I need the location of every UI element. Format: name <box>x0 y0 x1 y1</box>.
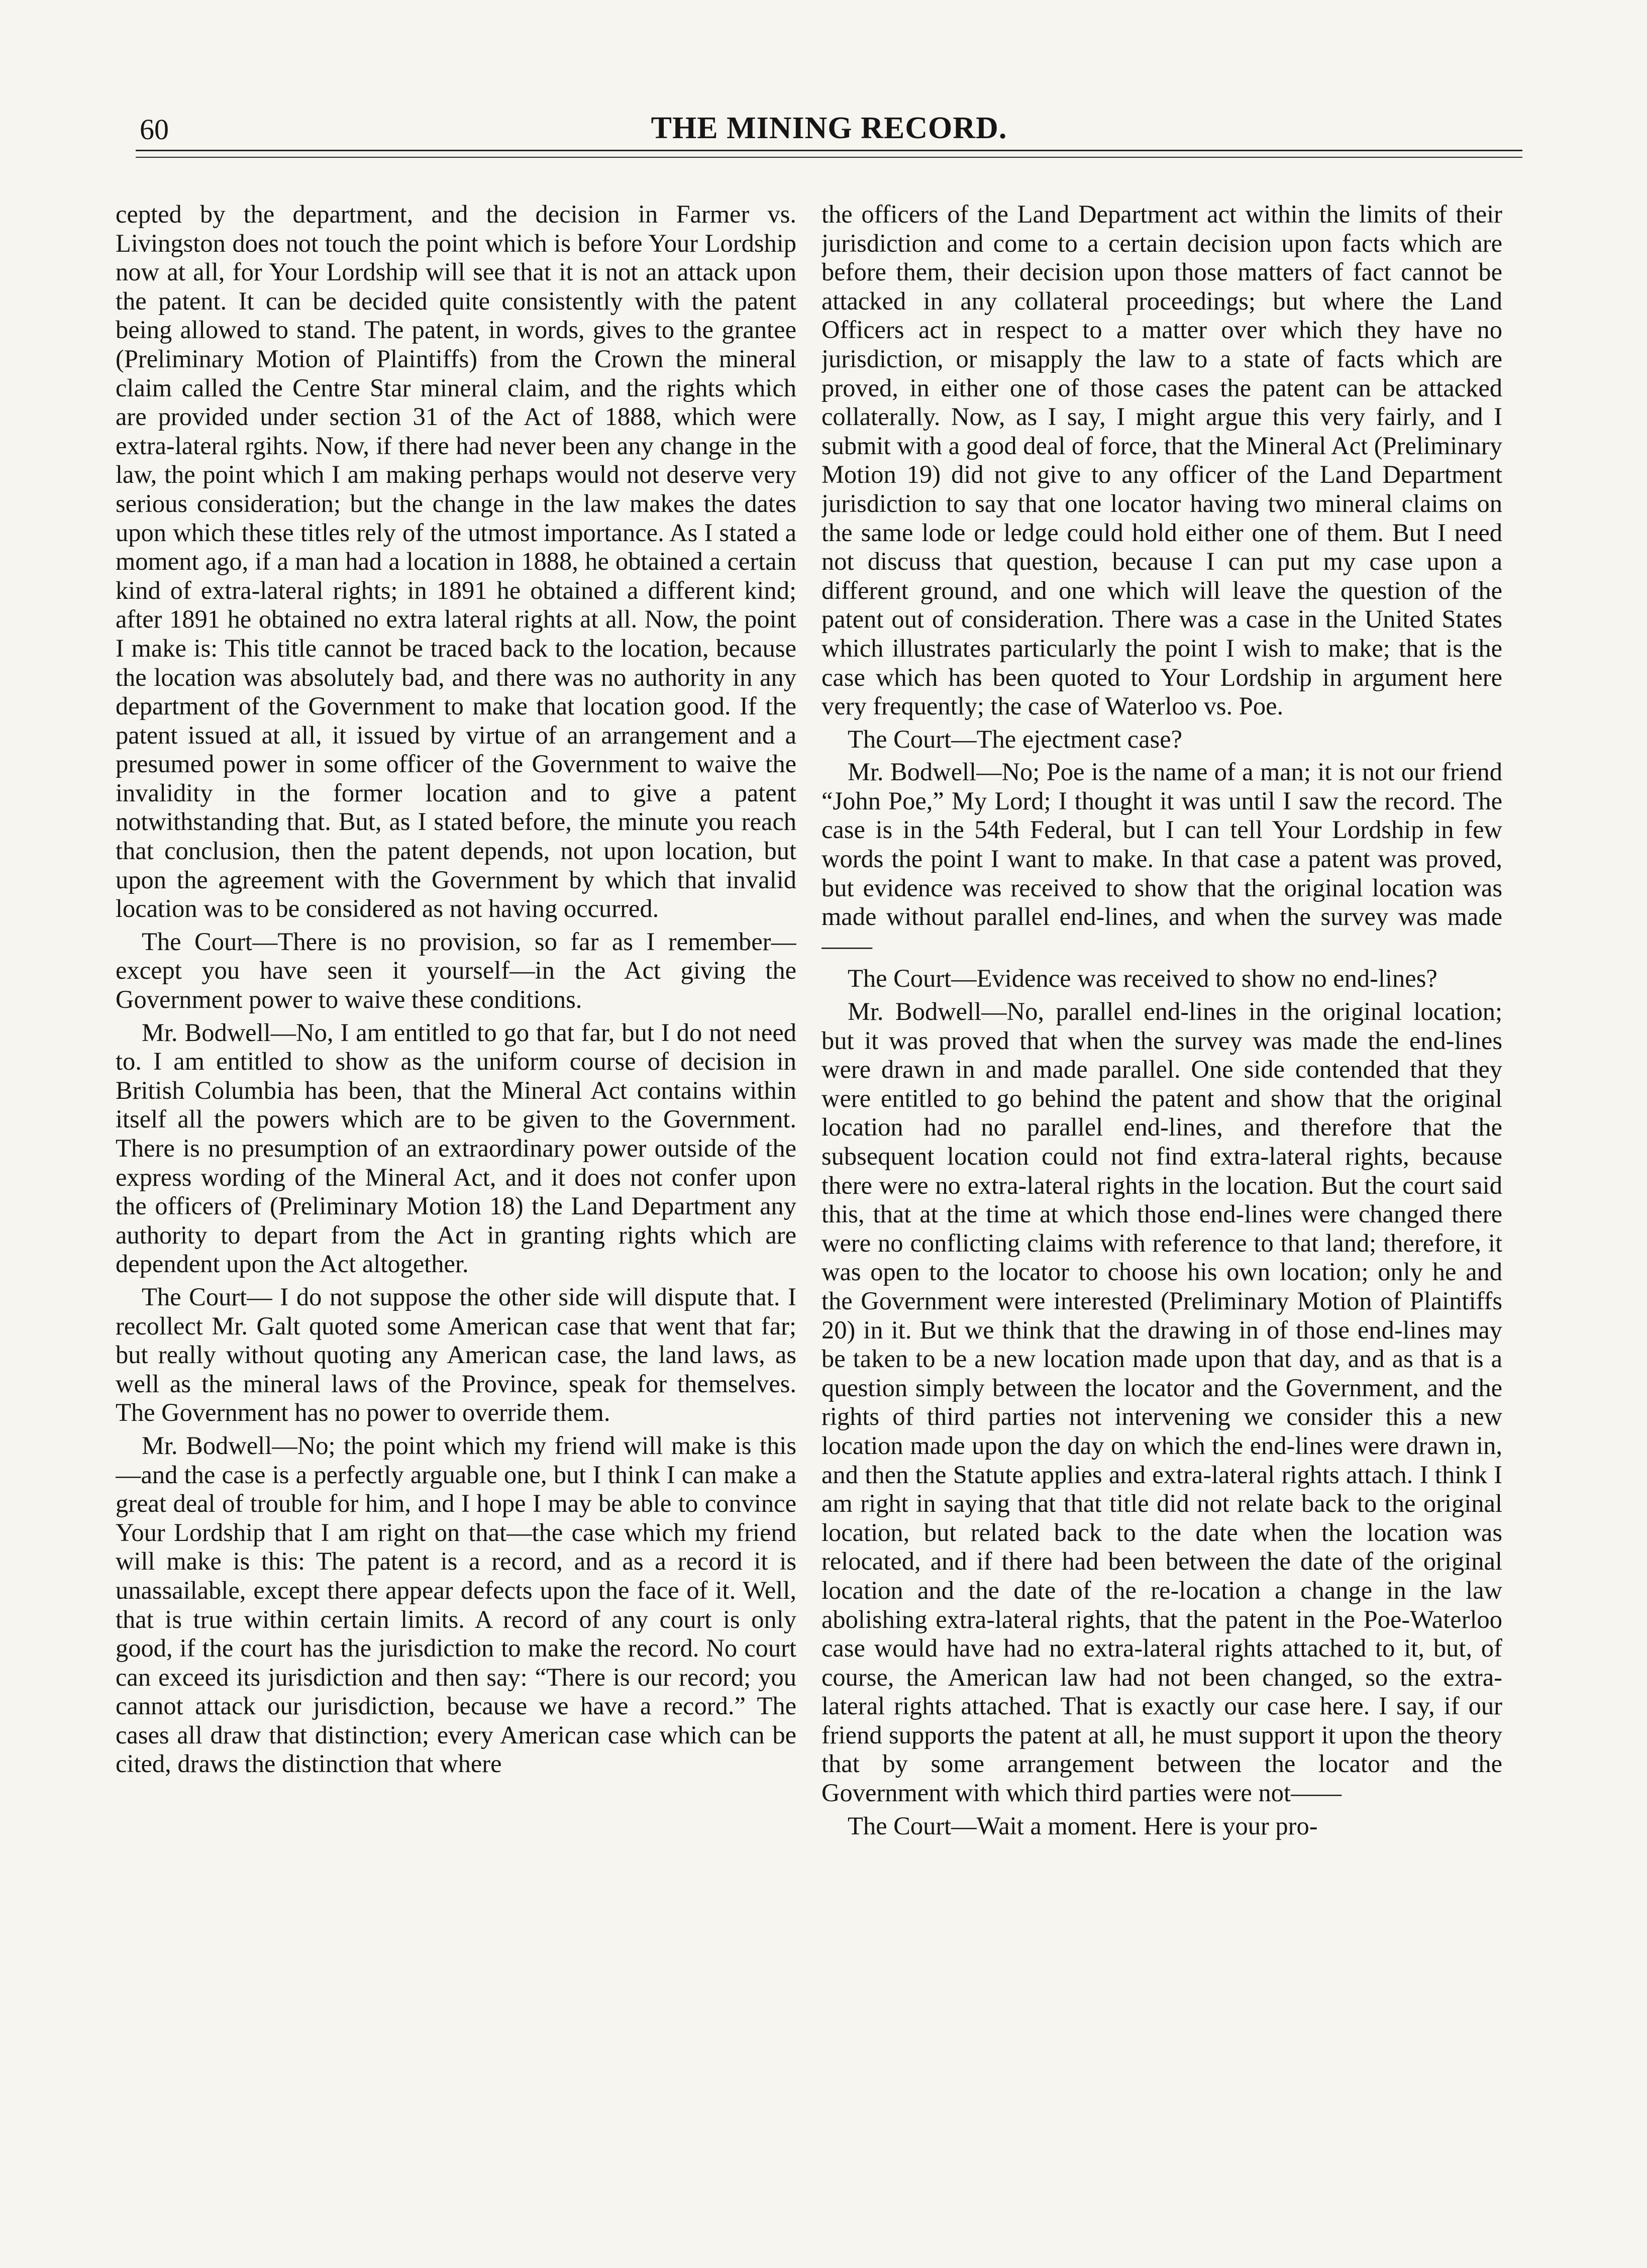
journal-title: THE MINING RECORD. <box>651 111 1007 145</box>
paragraph: Mr. Bodwell—No; the point which my friend will make is this—and the case is a perfectly arguable one, but I think I can make a great deal of trouble for him, and I hope I may be able to convince Your Lordship that I am right on that—the case which my friend will make is this: The patent is a record, and as a record it is unassailable, except there appear defects upon the face of it. Well, that is true within certain limits. A record of any court is only good, if the court has the jurisdiction to make the record. No court can exceed its jurisdiction and then say: “There is our record; you cannot attack our jurisdiction, because we have a record.” The cases all draw that distinction; every American case which can be cited, draws the distinction that where <box>116 1431 796 1778</box>
paragraph: Mr. Bodwell—No, I am entitled to go that far, but I do not need to. I am entitled to show as the uniform course of decision in British Columbia has been, that the Mineral Act contains within itself all the powers which are to be given to the Government. There is no presumption of an extraordinary power outside of the express wording of the Mineral Act, and it does not confer upon the officers of (Preliminary Motion 18) the Land Department any authority to depart from the Act in granting rights which are dependent upon the Act altogether. <box>116 1018 796 1278</box>
paragraph: Mr. Bodwell—No; Poe is the name of a man; it is not our friend “John Poe,” My Lord; I thought it was until I saw the record. The case is in the 54th Federal, but I can tell Your Lordship in few words the point I want to make. In that case a patent was proved, but evidence was received to show that the original location was made without parallel end-lines, and when the survey was made—— <box>821 758 1502 960</box>
page-number: 60 <box>140 113 169 146</box>
paragraph: Mr. Bodwell—No, parallel end-lines in the original location; but it was proved that when the survey was made the end-lines were drawn in and made parallel. One side contended that they were entitled to go behind the patent and show that the original location had no parallel end-lines, and therefore that the subsequent location could not find extra-lateral rights, because there were no extra-lateral rights in the location. But the court said this, that at the time at which those end-lines were changed there were no conflicting claims with reference to that land; therefore, it was open to the locator to choose his own location; only he and the Government were interested (Preliminary Motion of Plaintiffs 20) in it. But we think that the drawing in of those end-lines may be taken to be a new location made upon that day, and as that is a question simply between the locator and the Government, and the rights of third parties not intervening we consider this a new location made upon the day on which the end-lines were drawn in, and then the Statute applies and extra-lateral rights attach. I think I am right in saying that that title did not relate back to the original location, but related back to the date when the location was relocated, and if there had been between the date of the original location and the date of the re-location a change in the law abolishing extra-lateral rights, that the patent in the Poe-Waterloo case would have had no extra-lateral rights attached to it, but, of course, the American law had not been changed, so the extra-lateral rights attached. That is exactly our case here. I say, if our friend supports the patent at all, he must support it upon the theory that by some arrangement between the locator and the Government with which third parties were not—— <box>821 997 1502 1807</box>
page-header <box>136 100 1522 161</box>
header-rule-top <box>136 150 1522 151</box>
right-column <box>821 200 1502 2250</box>
paragraph: the officers of the Land Department act within the limits of their jurisdiction and come to a certain decision upon facts which are before them, their decision upon those matters of fact cannot be attacked in any collateral proceedings; but where the Land Officers act in respect to a matter over which they have no jurisdiction, or misapply the law to a state of facts which are proved, in either one of those cases the patent can be attacked collaterally. Now, as I say, I might argue this very fairly, and I submit with a good deal of force, that the Mineral Act (Preliminary Motion 19) did not give to any officer of the Land Department jurisdiction to say that one locator having two mineral claims on the same lode or ledge could hold either one of them. But I need not discuss that question, because I can put my case upon a different ground, and one which will leave the question of the patent out of consideration. There was a case in the United States which illustrates particularly the point I wish to make; that is the case which has been quoted to Your Lordship in argument here very frequently; the case of Waterloo vs. Poe. <box>821 200 1502 720</box>
paragraph: The Court—There is no provision, so far as I remember—except you have seen it yourself—in the Act giving the Government power to waive these conditions. <box>116 927 796 1014</box>
paragraph: The Court—Wait a moment. Here is your pro- <box>848 1811 1318 1840</box>
paragraph: The Court—The ejectment case? <box>848 725 1183 753</box>
paragraph: cepted by the department, and the decision in Farmer vs. Livingston does not touch the point which is before Your Lordship now at all, for Your Lordship will see that it is not an attack upon the patent. It can be decided quite consistently with the patent being allowed to stand. The patent, in words, gives to the grantee (Preliminary Motion of Plaintiffs) from the Crown the mineral claim called the Centre Star mineral claim, and the rights which are provided under section 31 of the Act of 1888, which were extra-lateral rgihts. Now, if there had never been any change in the law, the point which I am making perhaps would not deserve very serious consideration; but the change in the law makes the dates upon which these titles rely of the utmost importance. As I stated a moment ago, if a man had a location in 1888, he obtained a certain kind of extra-lateral rights; in 1891 he obtained a different kind; after 1891 he obtained no extra lateral rights at all. Now, the point I make is: This title cannot be traced back to the location, because the location was absolutely bad, and there was no authority in any department of the Government to make that location good. If the patent issued at all, it issued by virtue of an arrangement and a presumed power in some officer of the Government to waive the invalidity in the former location and to give a patent notwithstanding that. But, as I stated before, the minute you reach that conclusion, then the patent depends, not upon location, but upon the agreement with the Government by which that invalid location was to be considered as not having occurred. <box>116 200 796 923</box>
left-column <box>116 200 796 2250</box>
paragraph: The Court— I do not suppose the other side will dispute that. I recollect Mr. Galt quoted some American case that went that far; but really without quoting any American case, the land laws, as well as the mineral laws of the Province, speak for themselves. The Government has no power to override them. <box>116 1282 796 1427</box>
header-rule-bottom <box>136 157 1522 158</box>
paragraph: The Court—Evidence was received to show no end-lines? <box>848 964 1437 993</box>
